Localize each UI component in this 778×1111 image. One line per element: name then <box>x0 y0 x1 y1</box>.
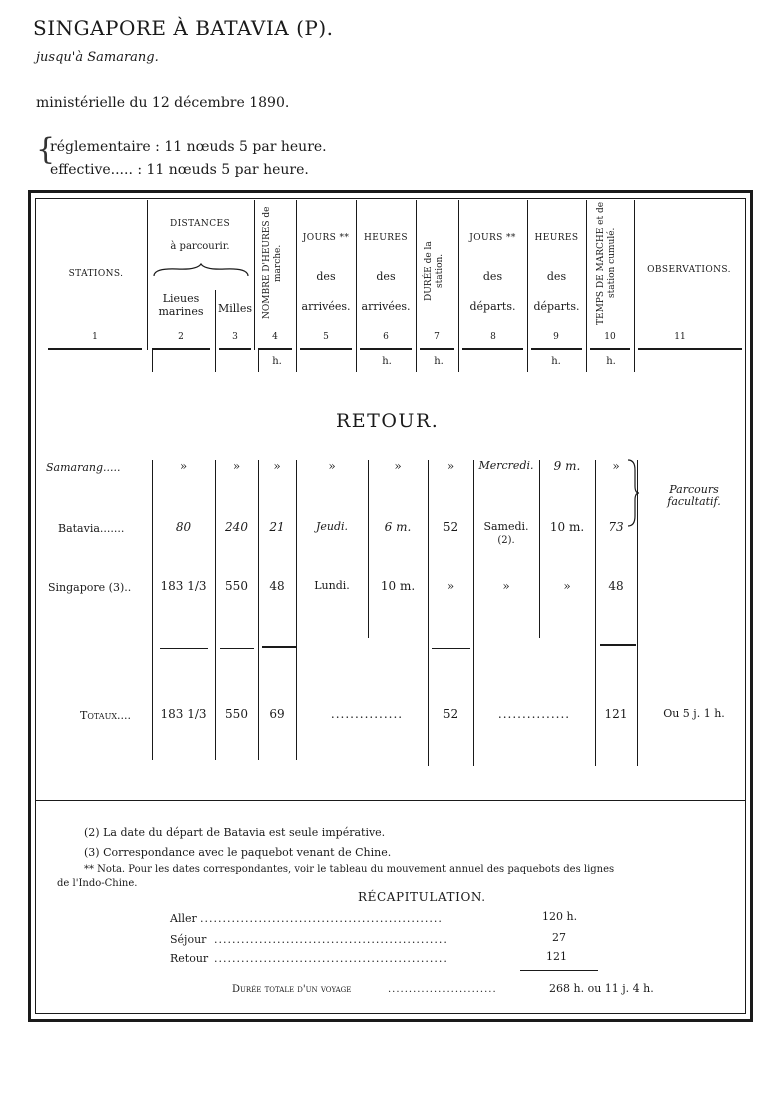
station-name: Batavia....... <box>58 522 125 535</box>
unit-hours: h. <box>606 356 616 367</box>
cell-duree: 52 <box>442 520 459 534</box>
notes-separator <box>36 800 745 801</box>
cell-lieues: 183 1/3 <box>160 579 207 593</box>
recap-total-label: Durée totale d'un voyage <box>232 984 352 995</box>
cell-jour-dep: Mercredi. <box>478 459 534 472</box>
cell-lieues: » <box>179 459 188 473</box>
station-name: Samarang..... <box>46 461 121 474</box>
unit-hours: h. <box>382 356 392 367</box>
recap-aller-label: Aller <box>170 912 197 925</box>
cell-duree: » <box>446 579 455 593</box>
cell-milles: 240 <box>225 520 248 534</box>
col-number: 1 <box>92 332 98 342</box>
col-heures-dep-top: HEURES <box>534 233 579 243</box>
cell-temps: 48 <box>608 579 624 593</box>
section-title: RETOUR. <box>336 410 440 432</box>
note-3: (3) Correspondance avec le paquebot venant de Chine. <box>84 846 392 859</box>
cell-heure-arr: » <box>394 459 402 473</box>
cell-temps: » <box>612 459 620 473</box>
recap-sejour-value: 27 <box>552 931 566 944</box>
col-jours-dep-bot: des départs. <box>469 270 516 313</box>
recap-aller-value: 120 h. <box>542 910 578 923</box>
col-number: 8 <box>490 332 496 342</box>
distances-brace-icon <box>152 262 250 278</box>
recap-dots: .......................... <box>388 984 497 995</box>
cell-heure-dep: 10 m. <box>549 520 585 534</box>
col-jours-arr-top: JOURS ** <box>302 233 350 243</box>
col-heures-arr-bot: des arrivées. <box>361 270 411 313</box>
total-observation: Ou 5 j. 1 h. <box>663 707 725 720</box>
col-heures-dep-bot: des départs. <box>533 270 580 313</box>
total-duree: 52 <box>442 707 459 721</box>
col-distances-header: DISTANCES <box>169 219 231 229</box>
cell-temps: 73 <box>608 520 624 534</box>
col-observations-header: OBSERVATIONS. <box>647 265 731 275</box>
col-duree-header: DURÉE de la station. <box>424 241 445 301</box>
page-title: SINGAPORE À BATAVIA (P). <box>33 16 334 40</box>
total-temps: 121 <box>604 707 628 721</box>
observation-brace-icon <box>626 458 640 528</box>
col-hours-march-header: NOMBRE D'HEURES de marche. <box>262 206 283 320</box>
col-number: 2 <box>178 332 184 342</box>
total-milles: 550 <box>225 707 248 721</box>
cell-heure-dep: » <box>563 579 571 593</box>
cell-milles: » <box>232 459 241 473</box>
col-lieues-header: Lieues marines <box>158 292 204 318</box>
col-distances-sub: à parcourir. <box>170 241 230 252</box>
col-stations-header: STATIONS. <box>68 269 124 279</box>
cell-hours: » <box>273 459 281 473</box>
observation-text: Parcours facultatif. <box>667 483 721 508</box>
cell-heure-arr: 10 m. <box>380 579 416 593</box>
recap-dots: .................................................... <box>214 952 448 965</box>
unit-hours: h. <box>551 356 561 367</box>
col-temps-header: TEMPS DE MARCHE et de station cumulé. <box>596 201 617 325</box>
col-jours-arr-bot: des arrivées. <box>301 270 351 313</box>
cell-duree: » <box>446 459 455 473</box>
recap-dots: .................................................... <box>214 933 448 946</box>
totals-dots: ............... <box>330 707 404 721</box>
cell-jour-dep: Samedi. <box>483 520 529 533</box>
cell-jour-arr: » <box>328 459 336 473</box>
cell-hours: 48 <box>269 579 285 593</box>
col-number: 6 <box>383 332 389 342</box>
recap-sejour-label: Séjour <box>170 933 207 946</box>
cell-hours: 21 <box>269 520 285 534</box>
speed-regulatory: réglementaire : 11 nœuds 5 par heure. <box>50 139 327 155</box>
decree-line: ministérielle du 12 décembre 1890. <box>36 95 290 111</box>
note-nota-line1: ** Nota. Pour les dates correspondantes, voir le tableau du mouvement annuel des paquebots des lignes <box>84 864 615 875</box>
cell-jour-arr: Jeudi. <box>315 520 349 533</box>
col-number: 7 <box>434 332 440 342</box>
note-2: (2) La date du départ de Batavia est seule impérative. <box>84 826 386 839</box>
recap-sum-line <box>520 970 598 971</box>
total-hours: 69 <box>269 707 285 721</box>
unit-hours: h. <box>434 356 444 367</box>
cell-jour-arr: Lundi. <box>314 579 350 592</box>
note-nota-line2: de l'Indo-Chine. <box>57 878 138 889</box>
station-name: Singapore (3).. <box>48 581 132 594</box>
col-number: 3 <box>232 332 238 342</box>
col-number: 11 <box>674 332 686 342</box>
cell-lieues: 80 <box>175 520 192 534</box>
cell-heure-dep: 9 m. <box>553 459 581 473</box>
recap-dots: ...................................................... <box>200 912 443 925</box>
speed-effective: effective..... : 11 nœuds 5 par heure. <box>50 162 309 178</box>
col-heures-arr-top: HEURES <box>364 233 408 243</box>
recap-retour-label: Retour <box>170 952 209 965</box>
col-number: 4 <box>272 332 278 342</box>
col-number: 5 <box>323 332 329 342</box>
cell-heure-arr: 6 m. <box>384 520 412 534</box>
speed-brace: { <box>36 132 56 167</box>
page-subtitle: jusqu'à Samarang. <box>36 50 159 65</box>
unit-hours: h. <box>272 356 282 367</box>
totals-dots: ............... <box>497 707 571 721</box>
col-number: 10 <box>604 332 616 342</box>
col-number: 9 <box>553 332 559 342</box>
cell-milles: 550 <box>225 579 248 593</box>
total-lieues: 183 1/3 <box>160 707 207 721</box>
col-milles-header: Milles <box>218 302 252 315</box>
cell-jour-dep: » <box>502 579 510 593</box>
recap-retour-value: 121 <box>546 950 567 963</box>
cell-jour-dep-note: (2). <box>497 535 515 546</box>
recap-title: RÉCAPITULATION. <box>358 890 486 904</box>
col-jours-dep-top: JOURS ** <box>469 233 516 243</box>
totals-label: Totaux.... <box>80 709 131 722</box>
recap-total-value: 268 h. ou 11 j. 4 h. <box>549 982 654 995</box>
